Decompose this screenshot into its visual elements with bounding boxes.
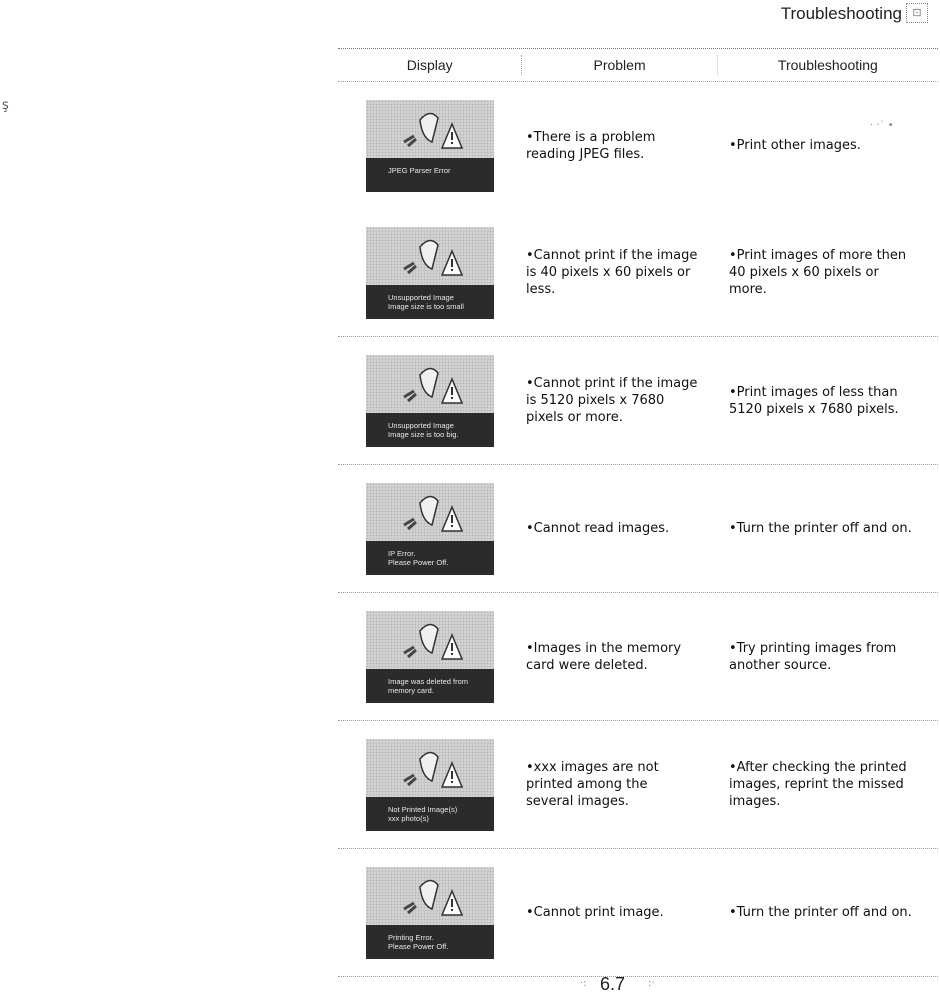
- lcd-message: JPEG Parser Error: [366, 158, 494, 192]
- error-warning-icon: [400, 491, 464, 537]
- error-warning-icon: [400, 108, 464, 154]
- column-header-troubleshooting: Troubleshooting: [777, 57, 878, 73]
- solution-cell: •Turn the printer off and on.: [729, 905, 912, 920]
- lcd-message: Printing Error. Please Power Off.: [366, 925, 494, 959]
- error-warning-icon: [400, 363, 464, 409]
- lcd-error-screen: [366, 611, 494, 703]
- lcd-message: Not Printed Image(s) xxx photo(s): [366, 797, 494, 831]
- table-header: [338, 48, 938, 82]
- solution-cell: •Turn the printer off and on.: [729, 521, 912, 536]
- display-cell: [338, 867, 522, 959]
- display-cell: [338, 739, 522, 831]
- problem-cell: •Cannot print image.: [526, 905, 664, 920]
- lcd-error-screen: [366, 483, 494, 575]
- table-row: [338, 465, 938, 593]
- table-row: [338, 849, 938, 977]
- lcd-error-screen: [366, 227, 494, 319]
- solution-cell: •Try printing images from another source.: [729, 640, 897, 673]
- lcd-message: IP Error. Please Power Off.: [366, 541, 494, 575]
- page-number: 6.7: [600, 974, 626, 994]
- table-row: [338, 337, 938, 465]
- lcd-message: Unsupported Image Image size is too big.: [366, 413, 494, 447]
- problem-cell: •Cannot print if the image is 5120 pixels x 7680 pixels or more.: [526, 376, 698, 425]
- solution-cell: •Print images of less than 5120 pixels x 7680 pixels.: [729, 384, 899, 417]
- lcd-error-screen: [366, 100, 494, 192]
- problem-cell: •There is a problem reading JPEG files.: [526, 129, 656, 162]
- solution-cell: •After checking the printed images, reprint the missed images.: [729, 760, 907, 809]
- display-cell: [338, 355, 522, 447]
- error-warning-icon: [400, 875, 464, 921]
- table-row: [338, 593, 938, 721]
- error-warning-icon: [400, 747, 464, 793]
- column-header-display: Display: [406, 57, 453, 73]
- display-cell: [338, 227, 522, 319]
- troubleshooting-table: [338, 48, 938, 977]
- scan-artifact-dots: · ·˙ •: [870, 120, 894, 131]
- display-cell: [338, 483, 522, 575]
- chapter-icon: ⊡: [906, 3, 928, 23]
- lcd-error-screen: [366, 355, 494, 447]
- lcd-message: Image was deleted from memory card.: [366, 669, 494, 703]
- lcd-error-screen: [366, 739, 494, 831]
- problem-cell: •Cannot read images.: [526, 521, 670, 536]
- problem-cell: •Images in the memory card were deleted.: [526, 640, 682, 673]
- problem-cell: •Cannot print if the image is 40 pixels x 60 pixels or less.: [526, 248, 698, 297]
- error-warning-icon: [400, 235, 464, 281]
- lcd-message: Unsupported Image Image size is too small: [366, 285, 494, 319]
- solution-cell: •Print other images.: [729, 138, 861, 153]
- scan-artifact-dots: :·: [648, 978, 655, 989]
- lcd-error-screen: [366, 867, 494, 959]
- display-cell: [338, 100, 522, 192]
- table-row: [338, 721, 938, 849]
- problem-cell: •xxx images are not printed among the several images.: [526, 760, 659, 809]
- table-row: [338, 82, 938, 209]
- column-header-problem: Problem: [521, 55, 717, 75]
- scan-artifact-dots: ·:: [580, 978, 587, 989]
- display-cell: [338, 611, 522, 703]
- section-title: Troubleshooting: [780, 4, 902, 23]
- solution-cell: •Print images of more then 40 pixels x 60 pixels or more.: [729, 248, 907, 297]
- table-row: [338, 209, 938, 337]
- error-warning-icon: [400, 619, 464, 665]
- scan-artifact-mark: ş: [2, 98, 9, 113]
